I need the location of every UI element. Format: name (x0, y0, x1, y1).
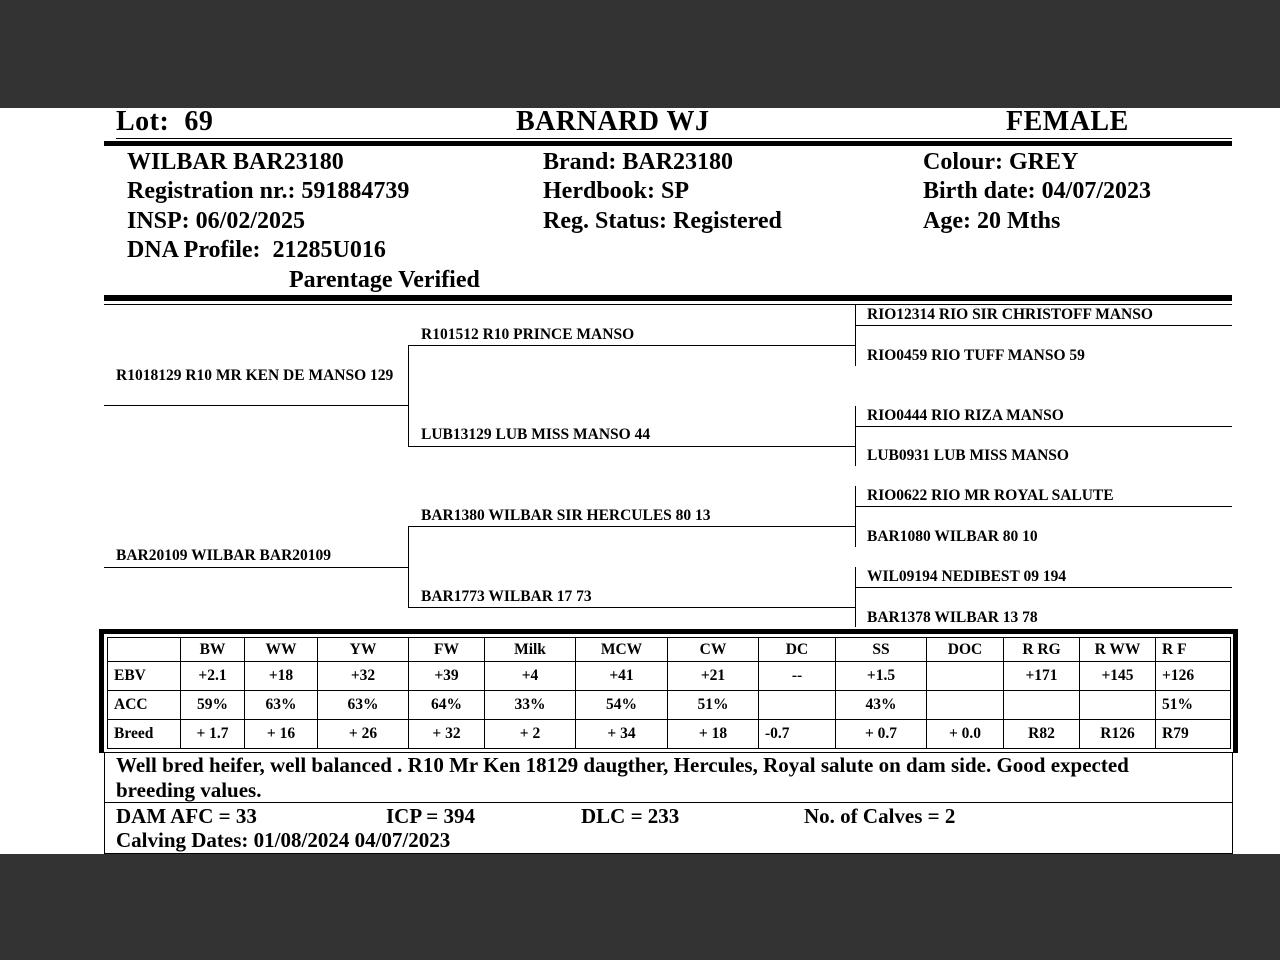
colour: Colour: GREY (923, 149, 1079, 175)
ebv-header-ww: WW (245, 638, 318, 662)
dam-afc: DAM AFC = 33 (116, 804, 257, 828)
ebv-header-mcw: MCW (576, 638, 668, 662)
pedigree-ggp-5: RIO0622 RIO MR ROYAL SALUTE (867, 487, 1114, 504)
dam-bracket (408, 526, 409, 608)
ggp-bracket-4 (855, 567, 856, 627)
dna-label: DNA Profile: (127, 237, 261, 263)
pedigree-dam-sire: BAR1380 WILBAR SIR HERCULES 80 13 (421, 507, 711, 524)
table-cell: + 0.0 (927, 720, 1004, 749)
table-cell (1004, 691, 1080, 720)
table-cell: R79 (1156, 720, 1231, 749)
table-cell: + 2 (485, 720, 576, 749)
ggp-3-line (855, 426, 1232, 427)
row-label: EBV (108, 662, 181, 691)
pedigree-ggp-4: LUB0931 LUB MISS MANSO (867, 447, 1069, 464)
age: Age: 20 Mths (923, 208, 1061, 234)
dna-profile (127, 236, 386, 264)
table-cell: +4 (485, 662, 576, 691)
table-cell: +41 (576, 662, 668, 691)
table-cell: 64% (409, 691, 485, 720)
ebv-header-dc: DC (759, 638, 836, 662)
table-cell: R82 (1004, 720, 1080, 749)
pedigree-sire: R1018129 R10 MR KEN DE MANSO 129 (116, 367, 394, 384)
ggp-bracket-3 (855, 486, 856, 547)
table-cell (927, 662, 1004, 691)
table-cell: +2.1 (181, 662, 245, 691)
dlc: DLC = 233 (581, 804, 680, 828)
comment-line-2: breeding values. (116, 778, 262, 802)
pedigree-dam-dam: BAR1773 WILBAR 17 73 (421, 588, 592, 605)
table-cell: + 34 (576, 720, 668, 749)
pedigree-sire-dam: LUB13129 LUB MISS MANSO 44 (421, 426, 651, 443)
ebv-header-ss: SS (836, 638, 927, 662)
row-label: ACC (108, 691, 181, 720)
ebv-header-rrg: R RG (1004, 638, 1080, 662)
ebv-header-milk: Milk (485, 638, 576, 662)
table-cell (759, 691, 836, 720)
pedigree-sire-sire: R101512 R10 PRINCE MANSO (421, 326, 635, 343)
lot-label (116, 108, 213, 136)
dam-dam-line (408, 607, 856, 608)
table-cell: +32 (318, 662, 409, 691)
pedigree-ggp-3: RIO0444 RIO RIZA MANSO (867, 407, 1064, 424)
table-cell: +21 (668, 662, 759, 691)
table-cell: 54% (576, 691, 668, 720)
table-cell: R126 (1080, 720, 1156, 749)
pedigree-rule-thin (104, 304, 1232, 305)
brand: Brand: BAR23180 (543, 149, 734, 175)
herdbook: Herdbook: SP (543, 178, 690, 204)
ggp-1-line (855, 325, 1232, 326)
table-cell: -0.7 (759, 720, 836, 749)
parentage-status: Parentage Verified (289, 267, 480, 293)
calving-dates: Calving Dates: 01/08/2024 04/07/2023 (116, 828, 451, 852)
breeder-name: BARNARD WJ (516, 108, 710, 137)
number-of-calves: No. of Calves = 2 (804, 804, 956, 828)
ebv-header-row (108, 638, 1231, 662)
table-cell: + 32 (409, 720, 485, 749)
icp: ICP = 394 (386, 804, 475, 828)
animal-name: WILBAR BAR23180 (127, 149, 344, 175)
pedigree-ggp-1: RIO12314 RIO SIR CHRISTOFF MANSO (867, 306, 1153, 323)
sire-sire-line (408, 345, 856, 346)
ebv-table (107, 637, 1231, 749)
comment-line-1: Well bred heifer, well balanced . R10 Mr Ken 18129 daugther, Hercules, Royal salute on dam side. Good expected (116, 753, 1129, 777)
dna-value: 21285U016 (272, 237, 386, 263)
row-label: Breed (108, 720, 181, 749)
table-cell: + 16 (245, 720, 318, 749)
pedigree-ggp-2: RIO0459 RIO TUFF MANSO 59 (867, 347, 1085, 364)
sex-label: FEMALE (1006, 108, 1129, 137)
ebv-header-bw: BW (181, 638, 245, 662)
table-cell: +1.5 (836, 662, 927, 691)
ebv-header-blank (108, 638, 181, 662)
table-cell: -- (759, 662, 836, 691)
ggp-7-line (855, 587, 1232, 588)
sire-line (104, 405, 409, 406)
table-cell: +126 (1156, 662, 1231, 691)
notes-divider (104, 802, 1233, 803)
table-cell: 63% (318, 691, 409, 720)
sire-dam-line (408, 446, 856, 447)
table-cell (927, 691, 1004, 720)
pedigree-ggp-7: WIL09194 NEDIBEST 09 194 (867, 568, 1067, 585)
birth-date: Birth date: 04/07/2023 (923, 178, 1151, 204)
header-rule-thick (104, 141, 1232, 146)
lot-label-text: Lot: (116, 108, 170, 137)
table-row (108, 662, 1231, 691)
table-cell: + 0.7 (836, 720, 927, 749)
ebv-header-cw: CW (668, 638, 759, 662)
ebv-header-rf: R F (1156, 638, 1231, 662)
table-cell (1080, 691, 1156, 720)
reg-status: Reg. Status: Registered (543, 208, 782, 234)
ggp-bracket-2 (855, 406, 856, 466)
table-cell: + 18 (668, 720, 759, 749)
sire-bracket-upper (408, 345, 409, 406)
table-cell: 51% (1156, 691, 1231, 720)
pedigree-ggp-8: BAR1378 WILBAR 13 78 (867, 609, 1038, 626)
header-rule-thin (116, 138, 1232, 139)
table-cell: 43% (836, 691, 927, 720)
table-cell: +39 (409, 662, 485, 691)
dam-sire-line (408, 526, 856, 527)
sire-bracket-lower (408, 405, 409, 446)
table-cell: 33% (485, 691, 576, 720)
lot-card (0, 108, 1280, 854)
ggp-5-line (855, 506, 1232, 507)
lot-number: 69 (184, 108, 214, 137)
table-cell: +18 (245, 662, 318, 691)
pedigree-dam: BAR20109 WILBAR BAR20109 (116, 547, 332, 564)
registration-number: Registration nr.: 591884739 (127, 178, 410, 204)
ebv-header-rww: R WW (1080, 638, 1156, 662)
insp-date: INSP: 06/02/2025 (127, 208, 306, 234)
table-cell: +145 (1080, 662, 1156, 691)
ggp-bracket-1 (855, 305, 856, 366)
table-cell: + 26 (318, 720, 409, 749)
ebv-header-yw: YW (318, 638, 409, 662)
ebv-header-doc: DOC (927, 638, 1004, 662)
table-row (108, 691, 1231, 720)
dam-line (104, 567, 409, 568)
pedigree-ggp-6: BAR1080 WILBAR 80 10 (867, 528, 1038, 545)
table-cell: 51% (668, 691, 759, 720)
table-cell: 59% (181, 691, 245, 720)
table-cell: + 1.7 (181, 720, 245, 749)
table-cell: 63% (245, 691, 318, 720)
ebv-header-fw: FW (409, 638, 485, 662)
pedigree-rule-thick (104, 295, 1232, 301)
table-cell: +171 (1004, 662, 1080, 691)
table-row (108, 720, 1231, 749)
